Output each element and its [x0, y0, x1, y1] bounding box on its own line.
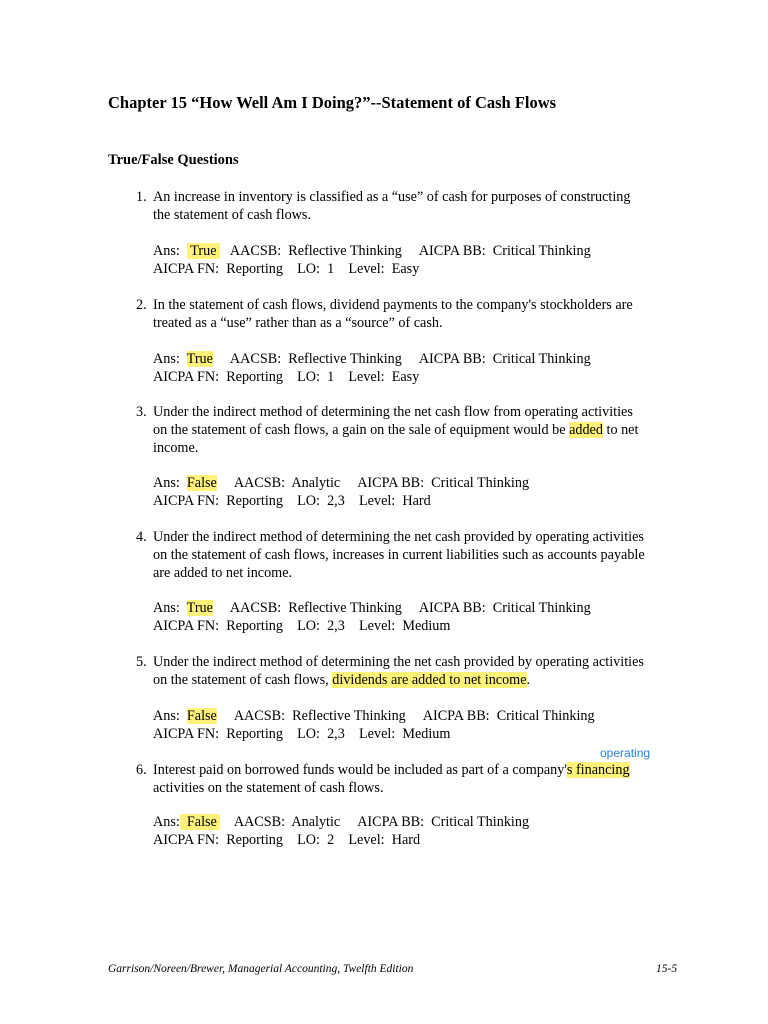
lo-tag: LO: 1: [297, 369, 335, 385]
question-number: 6.: [136, 762, 147, 778]
answer-label: Ans:: [153, 600, 180, 616]
question-number: 3.: [136, 404, 147, 420]
question-text-line: Under the indirect method of determining the net cash provided by operating activities: [153, 654, 644, 670]
aicpa-bb-tag: AICPA BB: Critical Thinking: [418, 351, 591, 367]
answer-meta-6: [153, 831, 420, 849]
lo-tag: LO: 2,3: [297, 493, 345, 509]
question-number: 1.: [136, 189, 147, 205]
question-5: [136, 653, 696, 689]
answer-label: Ans:: [153, 814, 180, 830]
section-heading: True/False Questions: [108, 152, 239, 168]
aacsb-tag: AACSB: Reflective Thinking: [233, 708, 406, 724]
answer-line-1: [153, 242, 591, 260]
footer-page-number: 15-5: [656, 963, 678, 975]
aicpa-bb-tag: AICPA BB: Critical Thinking: [422, 708, 595, 724]
question-text-line: on the statement of cash flows, dividends are added to net income.: [153, 672, 531, 688]
question-3: [136, 403, 696, 457]
lo-tag: LO: 1: [297, 261, 335, 277]
question-text-line: the statement of cash flows.: [153, 207, 311, 223]
aicpa-fn-tag: AICPA FN: Reporting: [153, 369, 283, 385]
lo-tag: LO: 2,3: [297, 618, 345, 634]
question-text-line: Interest paid on borrowed funds would be included as part of a company's financing: [153, 762, 630, 778]
lo-tag: LO: 2: [297, 832, 335, 848]
footer-book-citation: Garrison/Noreen/Brewer, Managerial Accounting, Twelfth Edition: [108, 963, 414, 975]
level-tag: Level: Easy: [348, 369, 420, 385]
answer-line-4: [153, 599, 591, 617]
question-2: [136, 296, 696, 332]
question-text-line: on the statement of cash flows, increases in current liabilities such as accounts payable: [153, 547, 645, 563]
question-number: 2.: [136, 297, 147, 313]
answer-meta-5: [153, 725, 450, 743]
question-text-line: activities on the statement of cash flows.: [153, 780, 384, 796]
aicpa-bb-tag: AICPA BB: Critical Thinking: [418, 600, 591, 616]
answer-meta-2: [153, 368, 419, 386]
answer-label: Ans:: [153, 351, 180, 367]
question-text-line: treated as a “use” rather than as a “source” of cash.: [153, 315, 443, 331]
aicpa-bb-tag: AICPA BB: Critical Thinking: [418, 243, 591, 259]
question-text-line: income.: [153, 440, 199, 456]
level-tag: Level: Medium: [359, 618, 451, 634]
question-text-line: An increase in inventory is classified as a “use” of cash for purposes of constructing: [153, 189, 631, 205]
aacsb-tag: AACSB: Reflective Thinking: [229, 351, 402, 367]
level-tag: Level: Hard: [348, 832, 421, 848]
level-tag: Level: Medium: [359, 726, 451, 742]
question-text-line: are added to net income.: [153, 565, 293, 581]
highlighted-text: added: [569, 422, 603, 438]
answer-line-3: [153, 474, 529, 492]
question-text-line: on the statement of cash flows, a gain on the sale of equipment would be added to net: [153, 422, 639, 438]
answer-line-6: [153, 813, 529, 831]
aicpa-bb-tag: AICPA BB: Critical Thinking: [357, 475, 530, 491]
question-text-line: In the statement of cash flows, dividend payments to the company's stockholders are: [153, 297, 633, 313]
answer-line-5: [153, 707, 595, 725]
answer-value: False: [186, 475, 217, 491]
aicpa-fn-tag: AICPA FN: Reporting: [153, 261, 283, 277]
question-text-line: Under the indirect method of determining the net cash flow from operating activities: [153, 404, 633, 420]
question-1: [136, 188, 696, 224]
aacsb-tag: AACSB: Analytic: [233, 475, 341, 491]
answer-meta-3: [153, 492, 431, 510]
answer-value: True: [187, 243, 220, 259]
handwritten-annotation: operating: [600, 746, 651, 760]
level-tag: Level: Easy: [348, 261, 420, 277]
aacsb-tag: AACSB: Analytic: [233, 814, 341, 830]
aicpa-fn-tag: AICPA FN: Reporting: [153, 493, 283, 509]
answer-meta-1: [153, 260, 419, 278]
aacsb-tag: AACSB: Reflective Thinking: [229, 600, 402, 616]
answer-label: Ans:: [153, 475, 180, 491]
answer-value: False: [180, 814, 221, 830]
answer-value: True: [186, 600, 213, 616]
aicpa-fn-tag: AICPA FN: Reporting: [153, 618, 283, 634]
aacsb-tag: AACSB: Reflective Thinking: [229, 243, 402, 259]
answer-line-2: [153, 350, 591, 368]
highlighted-text: dividends are added to net income: [332, 672, 527, 688]
question-4: [136, 528, 696, 582]
answer-label: Ans:: [153, 708, 180, 724]
question-number: 5.: [136, 654, 147, 670]
aicpa-fn-tag: AICPA FN: Reporting: [153, 726, 283, 742]
answer-value: True: [186, 351, 213, 367]
chapter-title: Chapter 15 “How Well Am I Doing?”--Statement of Cash Flows: [108, 93, 557, 112]
answer-label: Ans:: [153, 243, 180, 259]
lo-tag: LO: 2,3: [297, 726, 345, 742]
highlighted-text: s financing: [566, 762, 630, 778]
answer-meta-4: [153, 617, 450, 635]
question-6: [136, 761, 696, 797]
aicpa-bb-tag: AICPA BB: Critical Thinking: [357, 814, 530, 830]
answer-value: False: [186, 708, 217, 724]
level-tag: Level: Hard: [359, 493, 431, 509]
aicpa-fn-tag: AICPA FN: Reporting: [153, 832, 283, 848]
question-text-line: Under the indirect method of determining the net cash provided by operating activities: [153, 529, 644, 545]
question-number: 4.: [136, 529, 147, 545]
